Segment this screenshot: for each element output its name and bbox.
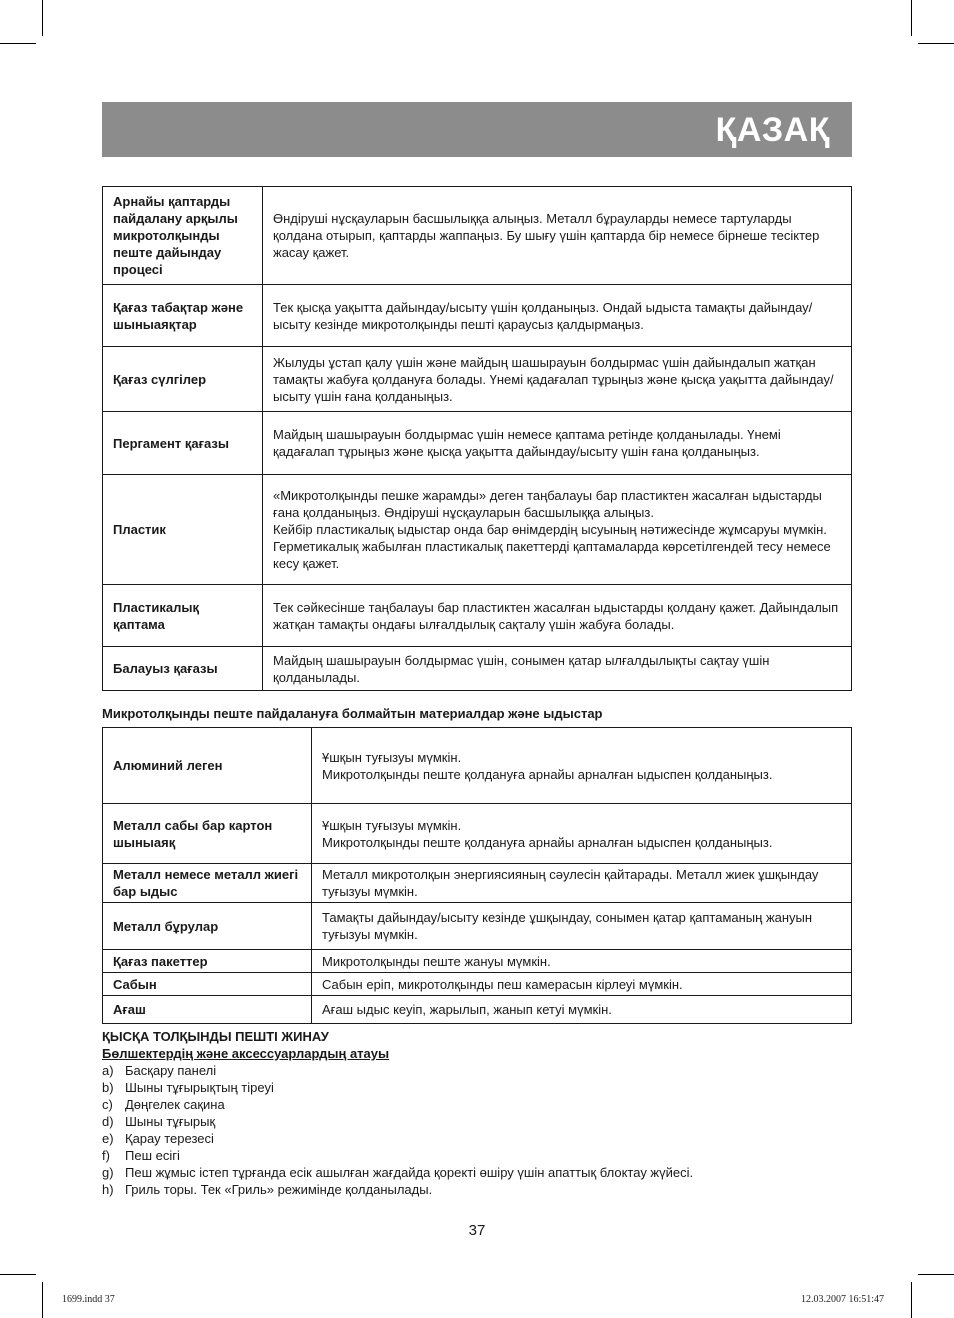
list-item [102, 1079, 693, 1096]
material-description: Жылуды ұстап қалу үшін және майдың шашырауын болдырмас үшін дайындалып жатқан тамақты жабуға қолдануға болады. Үнемі қадағалап тұрыңыз және қысқа уақытта дайындау/ысыту үшін ғана қолданыңыз. [263, 347, 852, 412]
material-description: Металл микротолқын энергиясияның сәулесін қайтарады. Металл жиек ұшқындау туғызуы мүмкін. [312, 864, 852, 903]
list-item-letter: h) [102, 1182, 114, 1197]
unusable-materials-body [103, 728, 852, 1024]
material-name: Алюминий леген [103, 728, 312, 804]
material-name: Пластикалық қаптама [103, 585, 263, 647]
crop-mark [911, 1282, 912, 1318]
table-row [103, 187, 852, 285]
unusable-materials-table [102, 727, 852, 1024]
usable-materials-body [103, 187, 852, 691]
language-title: ҚАЗАҚ [715, 111, 830, 149]
footer-file: 1699.indd 37 [62, 1294, 115, 1305]
table-row [103, 864, 852, 903]
table-row [103, 903, 852, 950]
list-item-text: Дөңгелек сақина [125, 1097, 225, 1112]
material-name: Сабын [103, 973, 312, 996]
list-item-text: Шыны тұғырықтың тіреуі [125, 1080, 274, 1095]
list-item [102, 1181, 693, 1198]
assembly-heading: ҚЫСҚА ТОЛҚЫНДЫ ПЕШТІ ЖИНАУ [102, 1029, 329, 1044]
unusable-materials-caption: Микротолқынды пеште пайдалануға болмайтын материалдар және ыдыстар [102, 706, 603, 721]
table-row [103, 728, 852, 804]
material-description: Ұшқын туғызуы мүмкін. Микротолқынды пеште қолдануға арнайы арналған ыдыспен қолданыңыз. [312, 804, 852, 864]
list-item [102, 1164, 693, 1181]
material-description: Тек сәйкесінше таңбалауы бар пластиктен жасалған ыдыстарды қолдану қажет. Дайындалып жатқан тамақты ондағы ылғалдылық сақталу үшін жабуға болады. [263, 585, 852, 647]
material-name: Металл немесе металл жиегі бар ыдыс [103, 864, 312, 903]
material-description: Ағаш ыдыс кеуіп, жарылып, жанып кетуі мүмкін. [312, 996, 852, 1024]
crop-mark [918, 43, 954, 44]
list-item-letter: b) [102, 1080, 114, 1095]
material-description: Ұшқын туғызуы мүмкін. Микротолқынды пеште қолдануға арнайы арналған ыдыспен қолданыңыз. [312, 728, 852, 804]
language-header [102, 102, 852, 157]
table-row [103, 996, 852, 1024]
crop-mark [0, 1274, 36, 1275]
list-item-text: Шыны тұғырық [125, 1114, 216, 1129]
list-item-letter: a) [102, 1063, 114, 1078]
list-item [102, 1062, 693, 1079]
page-number: 37 [468, 1222, 486, 1239]
list-item-text: Гриль торы. Тек «Гриль» режимінде қолданылады. [125, 1182, 433, 1197]
table-row [103, 285, 852, 347]
list-item-text: Қарау терезесі [125, 1131, 214, 1146]
list-item-text: Пеш жұмыс істеп тұрғанда есік ашылған жағдайда қоректі өшіру үшін апаттық блоктау жүйесі. [125, 1165, 694, 1180]
material-name: Қағаз сүлгілер [103, 347, 263, 412]
material-description: «Микротолқынды пешке жарамды» деген таңбалауы бар пластиктен жасалған ыдыстарды ғана қолданыңыз. Өндіруші нұсқауларын басшылыққа алыңыз. Кейбір пластикалық ыдыстар онда бар өнімдердің ысуының нәтижесінде жұмсаруы мүмкін. Герметикалық жабылған пластикалық пакеттерді қаптамаларда көрсетілгендей тесу немесе кесу қажет. [263, 475, 852, 585]
list-item-text: Пеш есігі [125, 1148, 180, 1163]
material-description: Тамақты дайындау/ысыту кезінде ұшқындау, сонымен қатар қаптаманың жануын туғызуы мүмкін. [312, 903, 852, 950]
material-name: Қағаз табақтар және шыныаяқтар [103, 285, 263, 347]
list-item-letter: d) [102, 1114, 114, 1129]
list-item-letter: f) [102, 1148, 110, 1163]
list-item [102, 1147, 693, 1164]
crop-mark [918, 1274, 954, 1275]
list-item [102, 1113, 693, 1130]
list-item-letter: g) [102, 1165, 114, 1180]
material-description: Сабын еріп, микротолқынды пеш камерасын кірлеуі мүмкін. [312, 973, 852, 996]
material-description: Майдың шашырауын болдырмас үшін, сонымен қатар ылғалдылықты сақтау үшін қолданылады. [263, 647, 852, 691]
material-name: Балауыз қағазы [103, 647, 263, 691]
crop-mark [0, 43, 36, 44]
table-row [103, 647, 852, 691]
material-description: Тек қысқа уақытта дайындау/ысыту үшін қолданыңыз. Ондай ыдыста тамақты дайындау/ысыту кезінде микротолқынды пешті қараусыз қалдырмаңыз. [263, 285, 852, 347]
parts-subheading: Бөлшектердің және аксессуарлардың атауы [102, 1046, 390, 1061]
material-description: Майдың шашырауын болдырмас үшін немесе қаптама ретінде қолданылады. Үнемі қадағалап тұрыңыз және қысқа уақытта дайындау/ысыту үшін ғана қолданыңыз. [263, 412, 852, 475]
table-row [103, 585, 852, 647]
crop-mark [42, 1282, 43, 1318]
material-name: Пергамент қағазы [103, 412, 263, 475]
footer-datetime: 12.03.2007 16:51:47 [800, 1294, 884, 1305]
material-description: Өндіруші нұсқауларын басшылыққа алыңыз. Металл бұрауларды немесе тартуларды қолдана отырып, қаптарды жаппаңыз. Бу шығу үшін қаптарда бір немесе бірнеше тесіктер жасау қажет. [263, 187, 852, 285]
assembly-section [102, 1028, 693, 1198]
list-item-letter: c) [102, 1097, 113, 1112]
list-item [102, 1130, 693, 1147]
material-name: Ағаш [103, 996, 312, 1024]
usable-materials-table [102, 186, 852, 691]
material-description: Микротолқынды пеште жануы мүмкін. [312, 950, 852, 973]
list-item [102, 1096, 693, 1113]
table-row [103, 973, 852, 996]
table-row [103, 950, 852, 973]
material-name: Қағаз пакеттер [103, 950, 312, 973]
table-row [103, 347, 852, 412]
material-name: Арнайы қаптарды пайдалану арқылы микротолқынды пеште дайындау процесі [103, 187, 263, 285]
list-item-letter: e) [102, 1131, 114, 1146]
table-row [103, 804, 852, 864]
material-name: Металл бұрулар [103, 903, 312, 950]
material-name: Металл сабы бар картон шыныаяқ [103, 804, 312, 864]
crop-mark [42, 0, 43, 36]
table-row [103, 475, 852, 585]
list-item-text: Басқару панелі [125, 1063, 217, 1078]
parts-list [102, 1062, 693, 1198]
table-row [103, 412, 852, 475]
material-name: Пластик [103, 475, 263, 585]
crop-mark [911, 0, 912, 36]
